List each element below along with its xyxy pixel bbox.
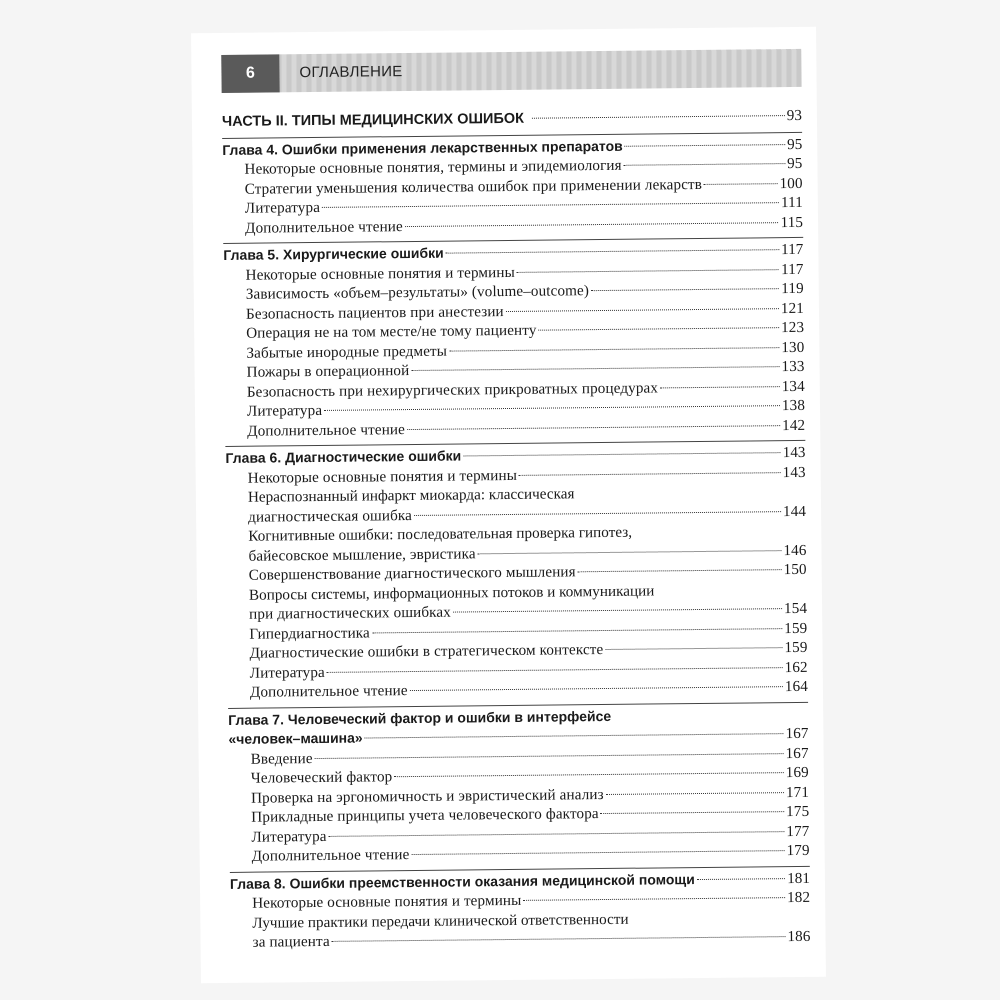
section-page: 186 xyxy=(787,927,811,946)
section-title: Проверка на эргономичность и эвристический анализ xyxy=(250,785,604,807)
section-page: 133 xyxy=(781,357,805,376)
section-title: за пациента xyxy=(252,932,330,951)
section-title: Литература xyxy=(244,198,321,217)
dot-leader xyxy=(478,550,782,554)
section-title-line1: Вопросы системы, информационных потоков и коммуникации xyxy=(248,581,655,604)
section-title: Зависимость «объем–результаты» (volume–outcome) xyxy=(245,282,590,303)
section-page: 179 xyxy=(786,841,810,860)
section-page: 164 xyxy=(784,677,809,696)
dot-leader xyxy=(372,628,782,633)
section-title: Некоторые основные понятия и термины xyxy=(247,466,518,487)
table-of-contents xyxy=(222,102,811,953)
section-page: 175 xyxy=(786,802,810,821)
section-title: Человеческий фактор xyxy=(250,768,393,787)
section-title: диагностическая ошибка xyxy=(248,506,413,526)
section-page: 95 xyxy=(786,154,803,173)
dot-leader xyxy=(405,222,779,227)
dot-leader xyxy=(449,347,779,351)
dot-leader xyxy=(625,144,785,147)
dot-leader xyxy=(414,511,781,516)
section-title: Литература xyxy=(246,401,323,420)
dot-leader xyxy=(453,608,782,612)
chapter-title: Глава 6. Диагностические ошибки xyxy=(225,447,462,466)
dot-leader xyxy=(624,163,785,166)
dot-leader xyxy=(446,249,779,253)
chapter-block xyxy=(230,865,811,952)
chapter-block xyxy=(228,701,810,866)
section-title: Некоторые основные понятия, термины и эпидемиология xyxy=(244,156,622,178)
section-title: байесовское мышление, эвристика xyxy=(248,544,476,565)
section-title: Прикладные принципы учета человеческого фактора xyxy=(251,805,599,826)
part-title: ЧАСТЬ II. ТИПЫ МЕДИЦИНСКИХ ОШИБОК xyxy=(221,110,525,130)
dot-leader xyxy=(606,792,784,795)
chapter-page: 95 xyxy=(786,135,803,153)
dot-leader xyxy=(394,772,783,777)
chapter-title: «человек–машина» xyxy=(228,729,363,747)
dot-leader xyxy=(411,850,784,855)
dot-leader xyxy=(506,308,779,312)
section-page: 138 xyxy=(781,396,806,415)
section-title: Дополнительное чтение xyxy=(251,846,410,865)
chapter-title: Глава 4. Ошибки применения лекарственных препаратов xyxy=(222,137,623,158)
section-page: 159 xyxy=(784,619,808,637)
section-page: 142 xyxy=(781,416,806,434)
chapter-page: 181 xyxy=(787,869,811,887)
section-page: 162 xyxy=(784,658,808,676)
chapter-title: Глава 5. Хирургические ошибки xyxy=(223,244,444,263)
section-title: Дополнительное чтение xyxy=(249,682,408,701)
section-page: 159 xyxy=(784,638,808,657)
page-header-band xyxy=(221,49,801,93)
dot-leader xyxy=(697,878,785,880)
dot-leader xyxy=(315,753,784,759)
dot-leader xyxy=(601,811,784,814)
section-title: Некоторые основные понятия и термины xyxy=(245,263,515,284)
section-title: Литература xyxy=(251,827,327,846)
section-title: Совершенствование диагностического мышления xyxy=(248,563,576,584)
section-title: Безопасность при нехирургических прикроватных процедурах xyxy=(246,378,659,401)
running-header-title: ОГЛАВЛЕНИЕ xyxy=(299,63,403,82)
section-page: 117 xyxy=(780,260,804,278)
section-page: 146 xyxy=(783,541,807,559)
dot-leader xyxy=(519,472,781,476)
chapter-title-line1: Глава 7. Человеческий фактор и ошибки в интерфейсе xyxy=(228,707,612,728)
dot-leader xyxy=(660,386,780,388)
chapter-block xyxy=(225,440,808,703)
part-page: 93 xyxy=(786,106,803,125)
chapter-block xyxy=(223,237,805,441)
section-page: 182 xyxy=(786,888,811,907)
dot-leader xyxy=(322,202,779,208)
section-page: 111 xyxy=(780,193,803,212)
section-title-line1: Когнитивные ошибки: последовательная проверка гипотез, xyxy=(248,523,633,545)
dot-leader xyxy=(517,269,779,273)
section-title: Операция не на том месте/не тому пациенту xyxy=(246,321,537,342)
section-title: Стратегии уменьшения количества ошибок при применении лекарств xyxy=(244,175,703,198)
dot-leader xyxy=(463,452,780,456)
dot-leader xyxy=(538,327,779,331)
dot-leader xyxy=(704,183,778,185)
dot-leader xyxy=(578,569,782,572)
section-page: 143 xyxy=(782,463,806,481)
section-title-line1: Нераспознанный инфаркт миокарда: классическая xyxy=(247,485,575,506)
page-number: 6 xyxy=(221,54,279,93)
section-title: Забытые инородные предметы xyxy=(246,342,448,362)
dot-leader xyxy=(329,831,785,837)
dot-leader xyxy=(605,647,782,650)
section-title: Введение xyxy=(250,749,313,768)
section-page: 123 xyxy=(780,318,805,337)
chapter-title: Глава 8. Ошибки преемственности оказания медицинской помощи xyxy=(229,870,695,892)
section-title: Дополнительное чтение xyxy=(244,217,403,237)
section-title: Дополнительное чтение xyxy=(247,420,406,440)
dot-leader xyxy=(327,667,783,673)
dot-leader xyxy=(407,425,780,430)
section-title: Диагностические ошибки в стратегическом контексте xyxy=(249,641,604,662)
dot-leader xyxy=(410,686,783,691)
section-page: 144 xyxy=(782,502,807,520)
section-page: 171 xyxy=(785,783,810,801)
section-page: 167 xyxy=(785,744,809,762)
section-title-line1: Лучшие практики передачи клинической ответственности xyxy=(252,910,629,932)
dot-leader xyxy=(532,115,785,119)
section-title: Гипердиагностика xyxy=(249,623,370,643)
section-page: 177 xyxy=(786,822,810,840)
section-page: 100 xyxy=(779,174,803,192)
section-title: Безопасность пациентов при анестезии xyxy=(245,302,504,323)
section-page: 154 xyxy=(783,599,808,618)
section-title: Пожары в операционной xyxy=(246,362,410,381)
section-title: Литература xyxy=(249,663,325,682)
section-title: при диагностических ошибках xyxy=(249,603,452,623)
toc-part-entry[interactable] xyxy=(222,106,802,133)
chapter-block xyxy=(222,131,803,238)
chapter-page: 117 xyxy=(781,240,804,259)
section-title: Некоторые основные понятия и термины xyxy=(252,891,522,912)
section-page: 115 xyxy=(780,213,804,231)
dot-leader xyxy=(523,897,785,901)
section-page: 150 xyxy=(783,560,807,579)
section-page: 134 xyxy=(781,377,805,395)
book-page xyxy=(191,27,826,983)
dot-leader xyxy=(411,366,779,371)
dot-leader xyxy=(332,936,786,942)
dot-leader xyxy=(591,288,779,291)
chapter-page: 143 xyxy=(782,443,806,462)
section-page: 130 xyxy=(781,338,805,356)
section-page: 121 xyxy=(780,299,805,317)
section-page: 119 xyxy=(781,279,804,298)
dot-leader xyxy=(365,733,784,738)
dot-leader xyxy=(324,405,780,411)
chapter-page: 167 xyxy=(785,724,809,743)
section-page: 169 xyxy=(785,763,809,782)
